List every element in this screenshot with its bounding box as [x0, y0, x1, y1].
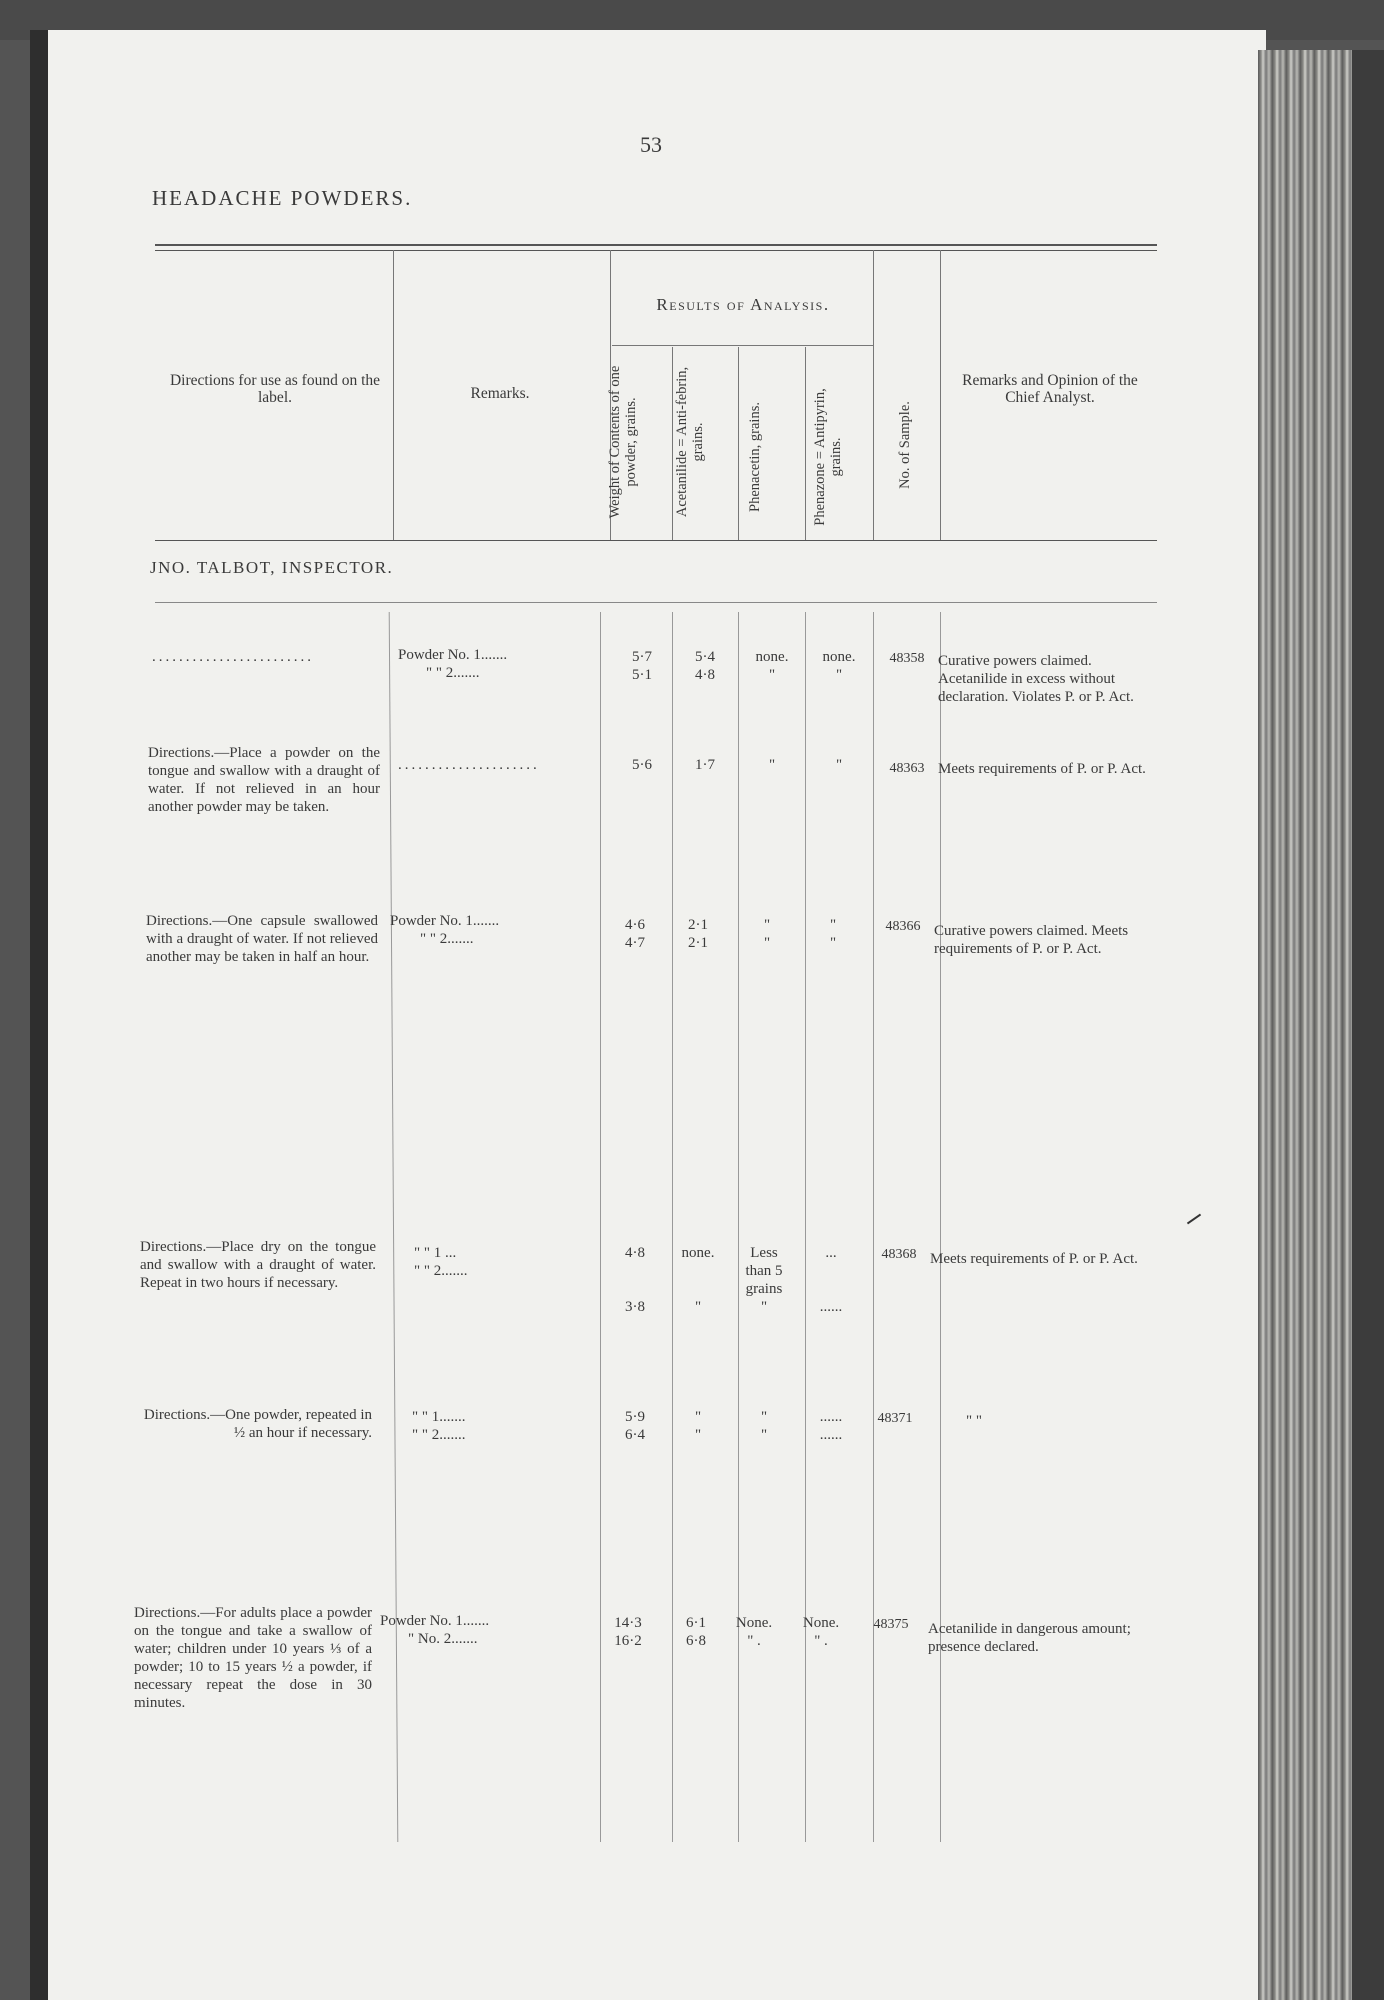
header-rule-top-2 [155, 250, 1157, 251]
row-directions: Directions.—Place a powder on the tongue and swallow with a draught of water. If not relieved in an hour another powder may be taken. [148, 745, 380, 815]
col-divider [393, 250, 394, 540]
col-divider [738, 612, 739, 1842]
page-number: 53 [640, 132, 662, 157]
row-opinion: Meets requirements of P. or P. Act. [938, 761, 1146, 777]
remarks-line: " " 2....... [412, 1427, 466, 1443]
row-opinion: Meets requirements of P. or P. Act. [930, 1251, 1138, 1267]
row-opinion: Curative powers claimed. Acetanilide in excess without declaration. Violates P. or P. Act. [938, 653, 1134, 705]
col-divider [805, 612, 806, 1842]
row-sample-no: 48358 [889, 651, 925, 666]
results-subrule [612, 345, 874, 346]
row-remarks [390, 912, 596, 948]
header-phenacetin: Phenacetin, grains. [747, 402, 763, 512]
row-phenacetin: " [768, 757, 776, 773]
header-acetanilide: Acetanilide = Anti-febrin, grains. [674, 366, 706, 518]
row-remarks [398, 646, 598, 682]
row-sample-no: 48363 [889, 761, 925, 776]
row-phenazone: none. " [822, 649, 856, 683]
row-weight: 4·8 3·8 [625, 1245, 645, 1315]
row-directions: Directions.—Place dry on the tongue and swallow with a draught of water. Repeat in two hours if necessary. [140, 1239, 376, 1291]
row-phenacetin: Less than 5 grains " [745, 1245, 783, 1315]
remarks-line: " " 2....... [414, 1263, 468, 1279]
header-results: Results of Analysis. [656, 295, 830, 314]
row-directions: Directions.—One capsule swallowed with a draught of water. If not relieved another may be taken in half an hour. [146, 913, 378, 965]
book-cover-edge [1352, 50, 1384, 2000]
book-spine [30, 30, 48, 2000]
inspector-rule [155, 602, 1157, 603]
remarks-line: " " 2....... [426, 665, 480, 681]
row-phenazone: None. " . [802, 1615, 840, 1649]
header-directions: Directions for use as found on the label. [169, 372, 381, 406]
row-acetanilide: " " [694, 1409, 702, 1443]
remarks-line: " " 1....... [412, 1409, 466, 1425]
row-phenazone: ...... ...... [819, 1409, 843, 1443]
row-phenazone: ... ...... [819, 1245, 843, 1315]
row-weight: 5·7 5·1 [632, 649, 652, 683]
row-directions: Directions.—One powder, repeated in ½ an hour if necessary. [143, 1407, 372, 1441]
row-phenacetin: None. " . [735, 1615, 773, 1649]
row-remarks: ..................... [398, 757, 540, 773]
row-sample-no: 48371 [877, 1411, 913, 1426]
remarks-line: Powder No. 1....... [380, 1613, 490, 1629]
row-remarks [412, 1408, 597, 1444]
row-opinion: " " [966, 1413, 982, 1429]
header-rule-top [155, 244, 1157, 246]
col-divider [940, 612, 941, 1842]
row-phenazone: " " [829, 917, 837, 951]
remarks-line: " " 1 ... [414, 1245, 457, 1261]
row-remarks [414, 1244, 599, 1280]
row-phenazone: " [835, 757, 843, 773]
col-divider [738, 347, 739, 540]
col-divider [940, 250, 941, 540]
inspector-heading: JNO. TALBOT, INSPECTOR. [150, 558, 394, 577]
row-opinion: Acetanilide in dangerous amount; presence declared. [928, 1621, 1131, 1655]
row-acetanilide: 1·7 [695, 757, 715, 773]
col-divider [600, 612, 601, 1842]
remarks-line: " " 2....... [420, 931, 474, 947]
row-sample-no: 48366 [885, 919, 921, 934]
row-weight: 14·3 16·2 [614, 1615, 642, 1649]
row-phenacetin: " " [763, 917, 771, 951]
page-title: HEADACHE POWDERS. [152, 186, 413, 210]
row-acetanilide: 2·1 2·1 [688, 917, 708, 951]
header-weight: Weight of Contents of one powder, grains. [607, 365, 639, 519]
row-acetanilide: 6·1 6·8 [686, 1615, 706, 1649]
remarks-line: Powder No. 1....... [390, 913, 500, 929]
header-opinion: Remarks and Opinion of the Chief Analyst. [962, 372, 1138, 406]
header-phenazone: Phenazone = Antipyrin, grains. [812, 388, 844, 526]
row-directions: Directions.—For adults place a powder on the tongue and take a swallow of water; children under 10 years ⅓ of a powder; 10 to 15 years ½ a powder, if necessary repeat the dose in 30 minutes. [134, 1605, 372, 1711]
header-sample-no: No. of Sample. [897, 401, 913, 489]
row-acetanilide: 5·4 4·8 [695, 649, 715, 683]
row-opinion: Curative powers claimed. Meets requirements of P. or P. Act. [934, 923, 1129, 957]
remarks-line: Powder No. 1....... [398, 647, 508, 663]
row-directions: ........................ [152, 649, 314, 665]
col-divider [672, 612, 673, 1842]
row-phenacetin: none. " [755, 649, 789, 683]
row-phenacetin: " " [760, 1409, 768, 1443]
row-weight: 5·6 [632, 757, 652, 773]
row-weight: 5·9 6·4 [625, 1409, 645, 1443]
col-divider [672, 347, 673, 540]
row-sample-no: 48375 [873, 1617, 909, 1632]
row-weight: 4·6 4·7 [625, 917, 645, 951]
row-remarks [380, 1612, 590, 1648]
col-divider [873, 250, 874, 540]
header-rule-bottom [155, 540, 1157, 541]
col-divider [805, 347, 806, 540]
row-sample-no: 48368 [881, 1247, 917, 1262]
row-acetanilide: none. " [681, 1245, 715, 1315]
remarks-line: " No. 2....... [408, 1631, 478, 1647]
col-divider [873, 612, 874, 1842]
header-remarks: Remarks. [470, 385, 530, 402]
